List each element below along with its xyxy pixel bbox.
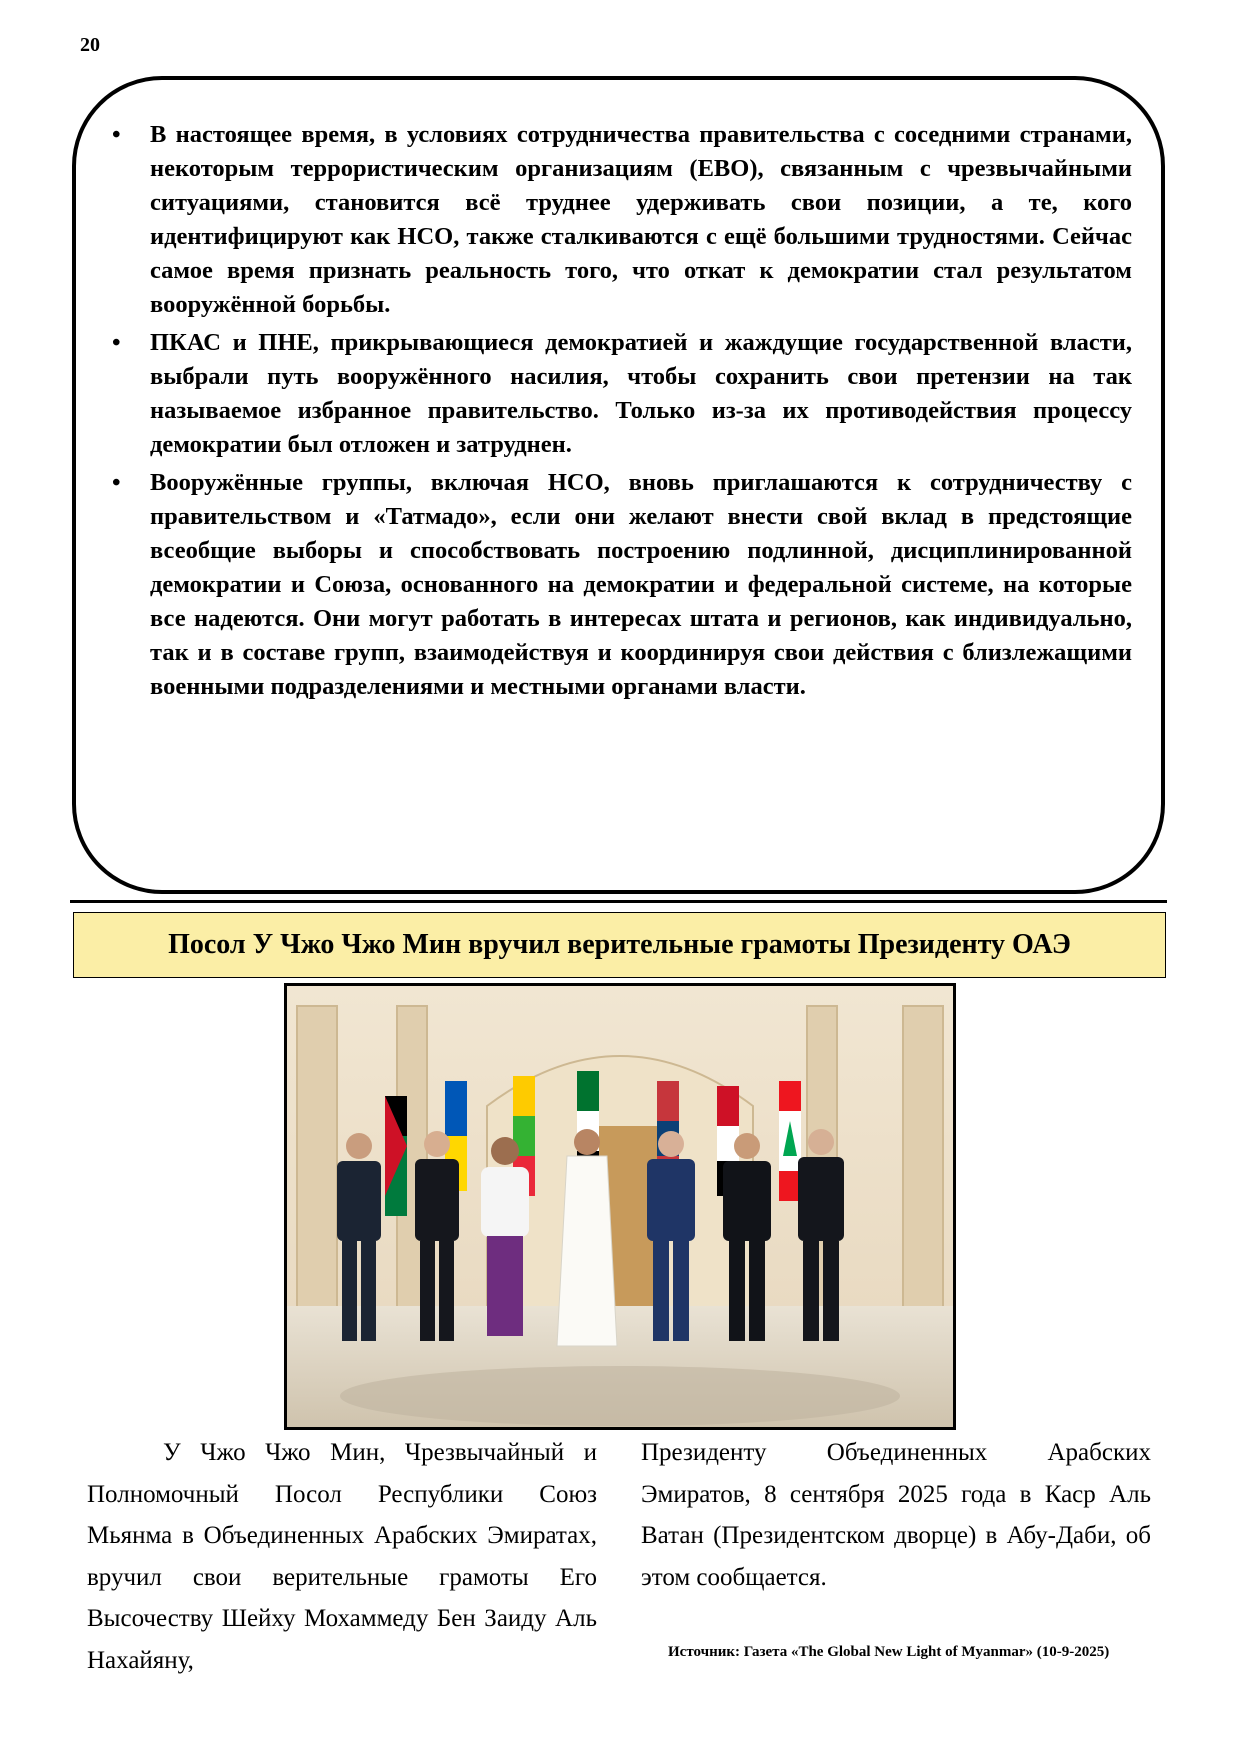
source-credit: Источник: Газета «The Global New Light of Myanmar» (10-9-2025) (668, 1644, 1110, 1660)
bullet-item: • В настоящее время, в условиях сотрудничества правительства с соседними странами, некоторым террористическим организациям (ЕВО), связанным с чрезвычайными ситуациями, становится всё труднее удерживать свои позиции, а те, кого идентифицируют как НСО, также сталкиваются с ещё большими трудностями. Сейчас самое время признать реальность того, что откат к демократии стал результатом вооружённой борьбы. (108, 118, 1132, 322)
article-paragraph-right: Президенту Объединенных Арабских Эмиратов, 8 сентября 2025 года в Каср Аль Ватан (Президентском дворце) в Абу-Даби, об этом сообщается. (641, 1439, 1151, 1591)
page-number: 20 (80, 34, 100, 56)
section-divider (70, 900, 1167, 903)
article-paragraph-left: У Чжо Чжо Мин, Чрезвычайный и Полномочный Посол Республики Союз Мьянма в Объединенных Арабских Эмиратах, вручил свои верительные грамоты Его Высочеству Шейху Мохаммеду Бен Заиду Аль Нахайяну, (87, 1439, 597, 1674)
article-headline: Посол У Чжо Чжо Мин вручил верительные грамоты Президенту ОАЭ (73, 912, 1166, 978)
article-photo (284, 983, 956, 1430)
bullet-list (108, 118, 1132, 708)
bullet-item: • Вооружённые группы, включая НСО, вновь приглашаются к сотрудничеству с правительством и «Татмадо», если они желают внести свой вклад в предстоящие всеобщие выборы и способствовать построению подлинной, дисциплинированной демократии и Союза, основанного на демократии и федеральной системе, на которые все надеются. Они могут работать в интересах штата и регионов, как индивидуально, так и в составе групп, взаимодействуя и координируя свои действия с близлежащими военными подразделениями и местными органами власти. (108, 466, 1132, 704)
bullet-item: • ПКАС и ПНЕ, прикрывающиеся демократией и жаждущие государственной власти, выбрали путь вооружённого насилия, чтобы сохранить свои претензии на так называемое избранное правительство. Только из-за их противодействия процессу демократии был отложен и затруднен. (108, 326, 1132, 462)
